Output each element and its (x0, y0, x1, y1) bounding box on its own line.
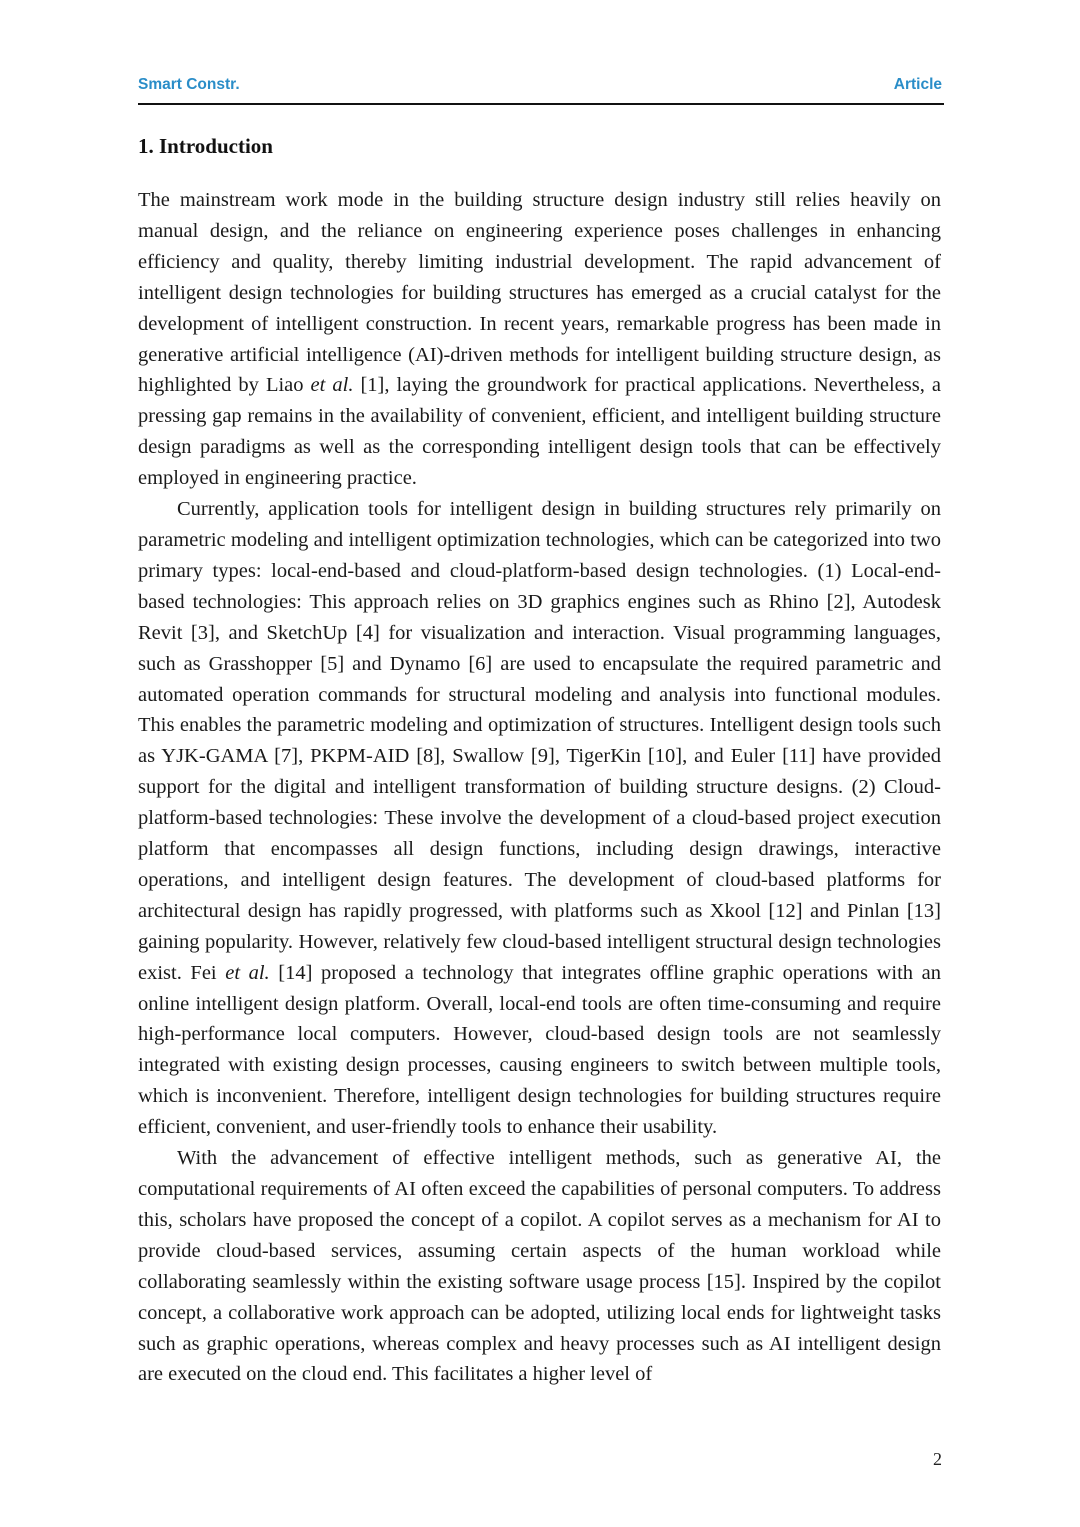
paragraph-1-etal: et al. (310, 374, 354, 397)
page-number: 2 (933, 1449, 942, 1469)
paragraph-3 (138, 1143, 941, 1390)
journal-name: Smart Constr. (138, 76, 240, 93)
paragraph-2-text-b: [14] proposed a technology that integrates offline graphic operations with an online intelligent design platform. Overall, local-end tools are often time-consuming and require high-performance local computers. However, cloud-based design tools are not seamlessly integrated with existing design processes, causing engineers to switch between multiple tools, which is inconvenient. Therefore, intelligent design technologies for building structures require efficient, convenient, and user-friendly tools to enhance their usability. (138, 961, 941, 1139)
paragraph-2-etal: et al. (225, 961, 270, 984)
paragraph-3-text: With the advancement of effective intelligent methods, such as generative AI, the computational requirements of AI often exceed the capabilities of personal computers. To address this, scholars have proposed the concept of a copilot. A copilot serves as a mechanism for AI to provide cloud-based services, assuming certain aspects of the human workload while collaborating seamlessly within the existing software usage process [15]. Inspired by the copilot concept, a collaborative work approach can be adopted, utilizing local ends for lightweight tasks such as graphic operations, whereas complex and heavy processes such as AI intelligent design are executed on the cloud end. This facilitates a higher level of (138, 1147, 941, 1386)
paragraph-1-text-a: The mainstream work mode in the building structure design industry still relies heavily on manual design, and the reliance on engineering experience poses challenges in enhancing efficiency and quality, thereby limiting industrial development. The rapid advancement of intelligent design technologies for building structures has emerged as a crucial catalyst for the development of intelligent construction. In recent years, remarkable progress has been made in generative artificial intelligence (AI)-driven methods for intelligent building structure design, as highlighted by Liao (138, 189, 941, 397)
paragraph-1-text-b: [1], laying the groundwork for practical applications. Nevertheless, a pressing gap remains in the availability of convenient, efficient, and intelligent building structure design paradigms as well as the corresponding intelligent design tools that can be effectively employed in engineering practice. (138, 374, 941, 490)
paragraph-2 (138, 494, 941, 1143)
running-header (138, 76, 942, 98)
body-text (138, 185, 941, 1390)
paragraph-1 (138, 185, 941, 494)
section-heading: 1. Introduction (138, 134, 273, 158)
article-type: Article (893, 76, 942, 93)
paragraph-2-text-a: Currently, application tools for intelligent design in building structures rely primarily on parametric modeling and intelligent optimization technologies, which can be categorized into two primary types: local-end-based and cloud-platform-based design technologies. (1) Local-end-based technologies: This approach relies on 3D graphics engines such as Rhino [2], Autodesk Revit [3], and SketchUp [4] for visualization and interaction. Visual programming languages, such as Grasshopper [5] and Dynamo [6] are used to encapsulate the required parametric and automated operation commands for structural modeling and analysis into functional modules. This enables the parametric modeling and optimization of structures. Intelligent design tools such as YJK-GAMA [7], PKPM-AID [8], Swallow [9], TigerKin [10], and Euler [11] have provided support for the digital and intelligent transformation of building structure designs. (2) Cloud-platform-based technologies: These involve the development of a cloud-based project execution platform that encompasses all design functions, including design drawings, interactive operations, and intelligent design features. The development of cloud-based platforms for architectural design has rapidly progressed, with platforms such as Xkool [12] and Pinlan [13] gaining popularity. However, relatively few cloud-based intelligent structural design technologies exist. Fei (138, 498, 941, 984)
header-rule (138, 103, 944, 105)
